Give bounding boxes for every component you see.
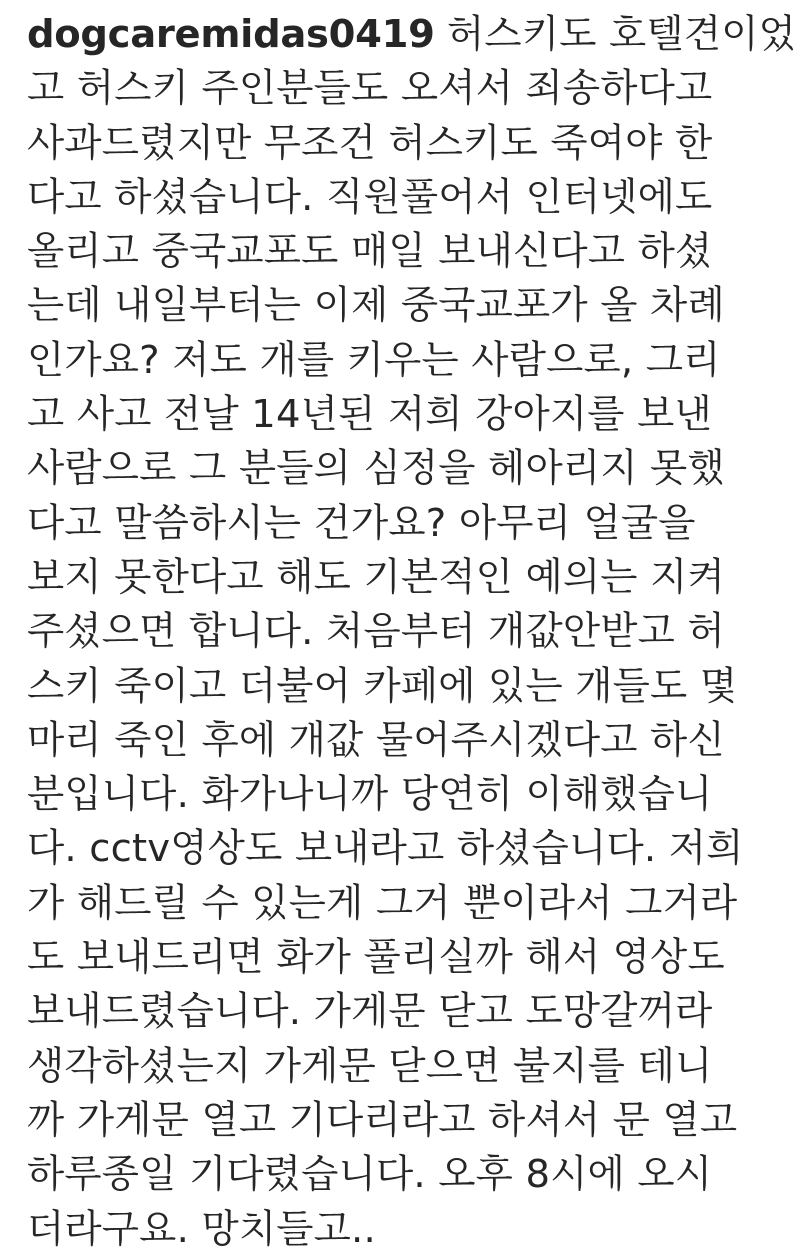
caption-line-22: 하루종일 기다렸습니다. 오후 8시에 오시 — [27, 1152, 713, 1198]
caption-line-13: 스키 죽이고 더불어 카페에 있는 개들도 몇 — [27, 663, 738, 709]
caption-line-18: 도 보내드리면 화가 풀리실까 해서 영상도 — [27, 935, 725, 981]
caption-line-10: 다고 말씀하시는 건가요? 아무리 얼굴을 — [27, 500, 696, 546]
caption-text — [27, 8, 796, 1257]
caption-line-21: 까 가게문 열고 기다리라고 하셔서 문 열고 — [27, 1097, 738, 1143]
caption-line-11: 보지 못한다고 해도 기본적인 예의는 지켜 — [27, 554, 725, 600]
caption-line-19: 보내드렸습니다. 가게문 닫고 도망갈꺼라 — [27, 989, 713, 1035]
caption-line-4: 다고 하셨습니다. 직원풀어서 인터넷에도 — [27, 174, 713, 220]
caption-line-16: 다. cctv영상도 보내라고 하셨습니다. 저희 — [27, 826, 744, 872]
caption-line-9: 사람으로 그 분들의 심정을 헤아리지 못했 — [27, 446, 725, 492]
caption-line-5: 올리고 중국교포도 매일 보내신다고 하셨 — [27, 229, 713, 275]
caption-text-first: 허스키도 호텔견이었 — [434, 12, 796, 57]
caption-line-1 — [27, 8, 796, 62]
caption-line-15: 분입니다. 화가나니까 당연히 이해했습니 — [27, 772, 713, 818]
caption-line-14: 마리 죽인 후에 개값 물어주시겠다고 하신 — [27, 717, 725, 763]
caption-line-2: 고 허스키 주인분들도 오셔서 죄송하다고 — [27, 66, 713, 112]
caption-line-7: 인가요? 저도 개를 키우는 사람으로, 그리 — [27, 337, 721, 383]
caption-line-20: 생각하셨는지 가게문 닫으면 불지를 테니 — [27, 1043, 713, 1089]
caption-line-17: 가 해드릴 수 있는게 그거 뿐이라서 그거라 — [27, 880, 738, 926]
username-link[interactable]: dogcaremidas0419 — [27, 12, 435, 57]
caption-line-6: 는데 내일부터는 이제 중국교포가 올 차례 — [27, 283, 725, 329]
caption-line-8: 고 사고 전날 14년된 저희 강아지를 보낸 — [27, 392, 712, 438]
caption-line-23: 더라구요. 망치들고.. — [27, 1206, 376, 1252]
caption-line-3: 사과드렸지만 무조건 허스키도 죽여야 한 — [27, 120, 713, 166]
caption-line-12: 주셨으면 합니다. 처음부터 개값안받고 허 — [27, 609, 725, 655]
